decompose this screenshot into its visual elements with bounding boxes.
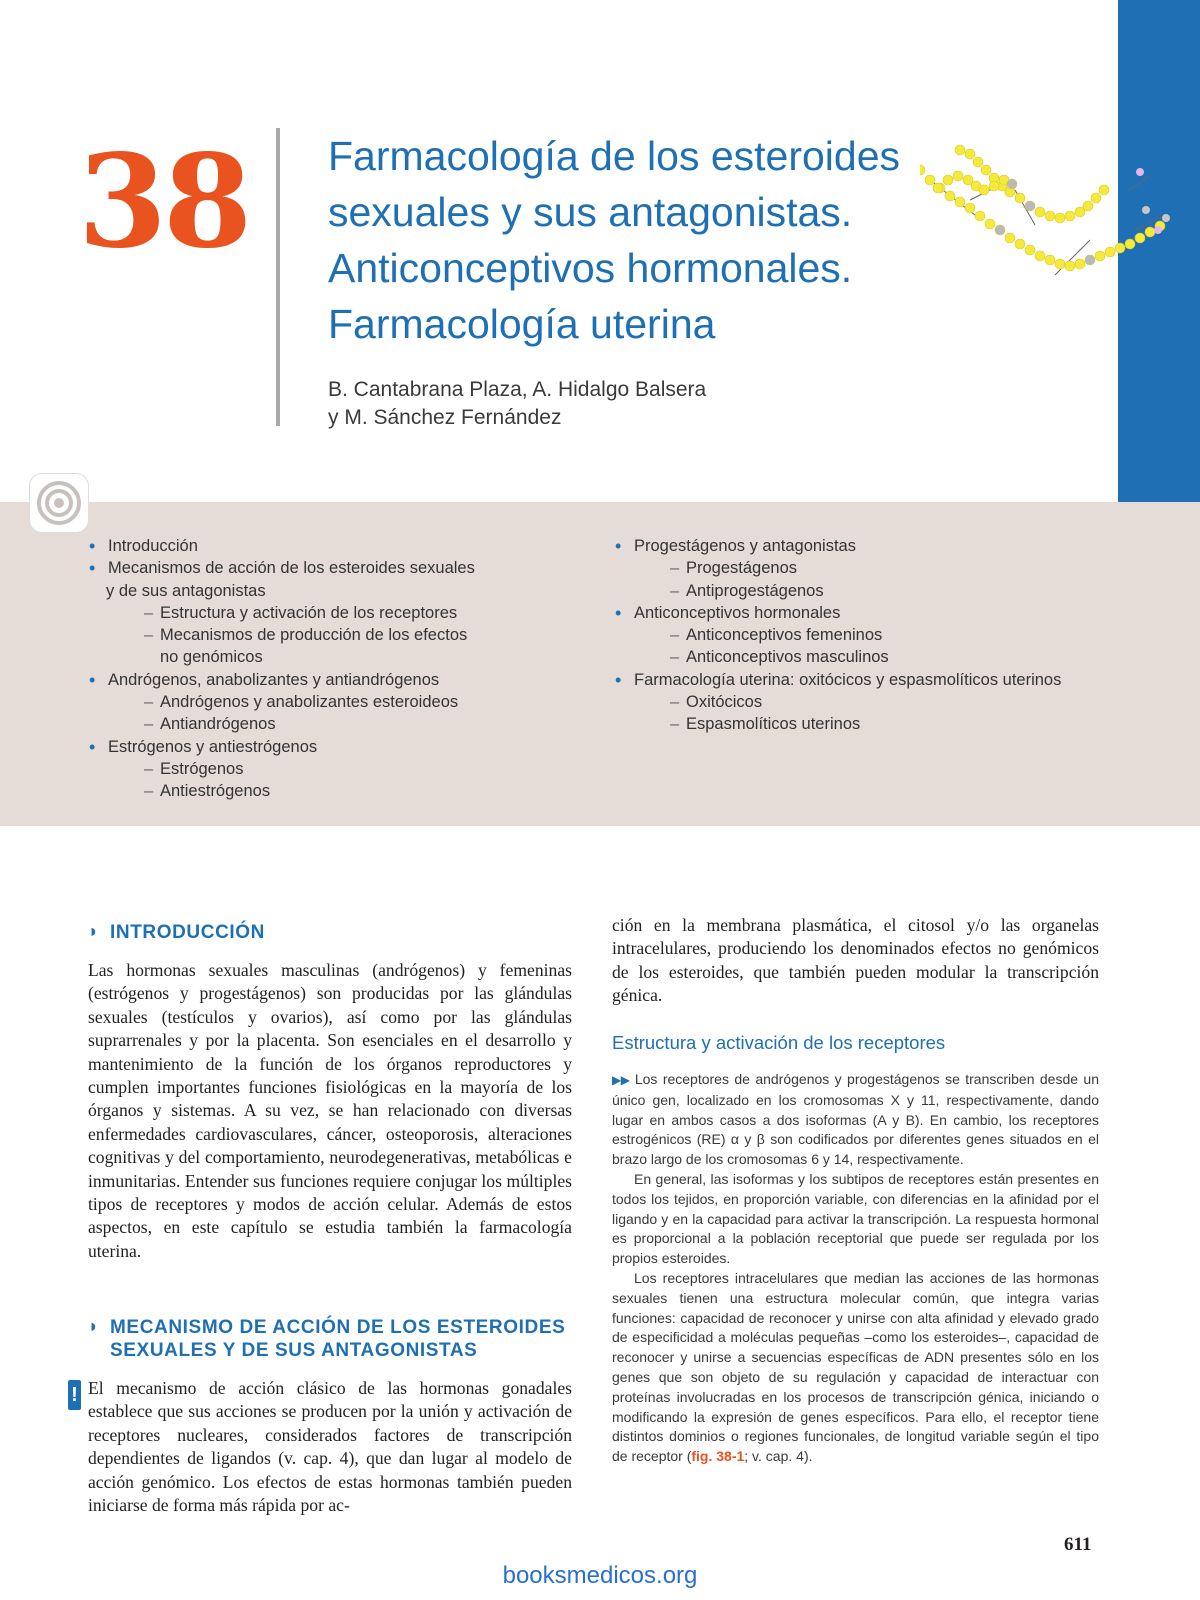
molecule-bead (955, 145, 965, 155)
molecule-bead (1065, 261, 1075, 271)
toc-item: • Farmacología uterina: oxitócicos y espasmolíticos uterinos (614, 669, 1114, 691)
molecule-bead (1115, 243, 1125, 253)
toc-item: y de sus antagonistas (106, 581, 266, 600)
double-arrow-icon: ▶▶ (612, 1073, 630, 1087)
toc-item: • Progestágenos y antagonistas (614, 535, 1114, 557)
receptors-paragraph: En general, las isoformas y los subtipos de receptores están presentes en todos los tejidos, en proporción variable, con diferencias en la afinidad por el ligando y en la capacidad para activar la transcripción. La respuesta hormonal es proporcional a la población receptorial que puede ser regulada por los propios esteroides. (612, 1170, 1099, 1267)
toc-item: – Antiprogestágenos (614, 580, 1114, 602)
molecule-bead (1045, 255, 1055, 265)
receptors-paragraph-text: ; v. cap. 4). (744, 1448, 813, 1465)
title-divider (276, 128, 280, 426)
molecule-bead (989, 181, 999, 191)
molecule-bead (1136, 168, 1144, 176)
molecule-bead (1095, 251, 1105, 261)
continuation-paragraph: ción en la membrana plasmática, el citosol y/o las organelas intracelulares, produciendo los denominados efectos no genómicos de los esteroides, que también pueden modular la transcripción génica. (612, 915, 1099, 1006)
molecule-bead (1105, 247, 1115, 257)
molecule-bead (1125, 239, 1135, 249)
toc-item: no genómicos (160, 648, 263, 667)
intro-heading: INTRODUCCIÓN (110, 922, 265, 943)
molecule-bead (933, 183, 943, 193)
molecule-bead (965, 203, 975, 213)
mechanism-heading-line: MECANISMO DE ACCIÓN DE LOS ESTEROIDES (110, 1317, 566, 1338)
receptors-subheading: Estructura y activación de los receptores (612, 1032, 946, 1053)
toc-item: • Introducción (88, 535, 528, 557)
figure-reference-link[interactable]: fig. 38-1 (691, 1448, 745, 1465)
molecule-bead (945, 191, 955, 201)
molecule-bead (1083, 201, 1093, 211)
toc-item: – Antiestrógenos (88, 780, 528, 802)
chapter-title (328, 128, 928, 352)
authors-line: y M. Sánchez Fernández (328, 406, 562, 429)
molecule-bead (1099, 185, 1109, 195)
molecule-bead (1055, 213, 1065, 223)
chapter-title-line: Farmacología de los esteroides (328, 133, 901, 179)
chapter-title-line: Anticonceptivos hormonales. (328, 245, 853, 291)
toc-item: – Progestágenos (614, 557, 1114, 579)
chapter-title-line: sexuales y sus antagonistas. (328, 189, 853, 235)
molecule-bead (981, 165, 991, 175)
molecule-bead (1025, 245, 1035, 255)
molecule-bead (955, 197, 965, 207)
toc-item: – Espasmolíticos uterinos (614, 713, 1114, 735)
molecule-bead (1145, 227, 1155, 237)
receptors-paragraph (612, 1070, 1099, 1170)
intro-paragraph: Las hormonas sexuales masculinas (andrógenos) y femeninas (estrógenos y progestágenos) son producidas por las glándulas sexuales (testículos y ovarios), así como por las glándulas suprarrenales y por la placenta. Son esenciales en el desarrollo y mantenimiento de la función de los órganos reproductores y cumplen importantes funciones fisiológicas en la mayoría de los órganos y sistemas. A su vez, se han relacionado con diversas enfermedades cardiovasculares, cáncer, osteoporosis, alteraciones cognitivas y del comportamiento, neurodegenerativas, metabólicas e inmunitarias. Entender sus funciones requiere conjugar los múltiples tipos de receptores y modos de acción celular. Además de estos aspectos, en este capítulo se estudia también la farmacología uterina. (88, 960, 572, 1261)
molecule-beads (920, 145, 1170, 271)
chapter-number: 38 (78, 127, 249, 277)
mechanism-heading-line: SEXUALES Y DE SUS ANTAGONISTAS (110, 1340, 478, 1361)
molecule-bead (1065, 211, 1075, 221)
toc-item: – Mecanismos de producción de los efectos (88, 624, 528, 646)
toc-item: • Estrógenos y antiestrógenos (88, 736, 528, 758)
section-marker-icon: ◗ (88, 921, 99, 941)
mechanism-heading (110, 1316, 565, 1362)
toc-item: • Andrógenos, anabolizantes y antiandrógenos (88, 669, 528, 691)
target-icon (30, 474, 88, 532)
molecule-bead (1154, 226, 1162, 234)
molecule-bead (1025, 201, 1035, 211)
molecule-bead (943, 175, 953, 185)
authors-line: B. Cantabrana Plaza, A. Hidalgo Balsera (328, 378, 707, 401)
toc-item: • Mecanismos de acción de los esteroides sexuales (88, 557, 528, 579)
toc-left-column (88, 535, 528, 803)
toc-list (614, 535, 1114, 736)
molecule-bead (965, 149, 975, 159)
molecule-bead (1075, 259, 1085, 269)
receptors-text (612, 1070, 1099, 1467)
molecule-illustration (920, 140, 1180, 290)
toc-item: • Anticonceptivos hormonales (614, 602, 1114, 624)
chapter-title-line: Farmacología uterina (328, 301, 716, 347)
molecule-bead (953, 171, 963, 181)
molecule-bead (925, 175, 935, 185)
molecule-bead (985, 219, 995, 229)
molecule-bead (1035, 207, 1045, 217)
molecule-bead (1055, 259, 1065, 269)
molecule-bead (995, 225, 1005, 235)
section-marker-icon: ◗ (88, 1316, 99, 1336)
molecule-bead (1015, 239, 1025, 249)
molecule-bead (1035, 251, 1045, 261)
molecule-bead (1162, 214, 1170, 222)
receptors-paragraph-text: Los receptores intracelulares que median las acciones de las hormonas sexuales tienen una estructura molecular común, que integra varias funciones: capacidad de reconocer y unirse con alta afinidad y elevado grado de especificidad a moléculas pequeñas –como los esteroides–, capacidad de reconocer y unirse a secuencias específicas de ADN presentes sólo en los genes que son objeto de su regulación y capacidad de interactuar con proteínas involucradas en los procesos de transcripción génica, iniciando o modificando la expresión de genes específicos. Para ello, el receptor tiene distintos dominios o regiones funcionales, de longitud variable según el tipo de receptor ( (612, 1269, 1099, 1465)
molecule-bead (1142, 206, 1150, 214)
toc-item: – Anticonceptivos femeninos (614, 624, 1114, 646)
receptors-paragraph-text: Los receptores de andrógenos y progestágenos se transcriben desde un único gen, localizado en los cromosomas X y 11, respectivamente, dando lugar en ambos casos a dos isoformas (A y B). En cambio, los receptores estrogénicos (RE) α y β son codificados por diferentes genes situados en el brazo largo de los cromosomas 6 y 14, respectivamente. (612, 1071, 1099, 1168)
mechanism-paragraph: El mecanismo de acción clásico de las hormonas gonadales establece que sus acciones se producen por la unión y activación de receptores nucleares, considerados factores de transcripción dependientes de ligandos (v. cap. 4), que dan lugar al modelo de acción genómico. Los efectos de estas hormonas también pueden iniciarse de forma más rápida por ac- (88, 1378, 572, 1516)
molecule-bead (1045, 211, 1055, 221)
receptors-paragraph (612, 1269, 1099, 1467)
molecule-bead (973, 157, 983, 167)
toc-item: – Andrógenos y anabolizantes esteroideos (88, 691, 528, 713)
molecule-bead (979, 185, 989, 195)
molecule-bead (1091, 193, 1101, 203)
molecule-bead (920, 165, 925, 175)
toc-item: – Anticonceptivos masculinos (614, 646, 1114, 668)
toc-item: – Estrógenos (88, 758, 528, 780)
molecule-bead (1005, 233, 1015, 243)
molecule-bead (1007, 179, 1017, 189)
toc-right-column (614, 535, 1114, 736)
molecule-bead (1085, 255, 1095, 265)
toc-list (88, 535, 528, 803)
toc-item: – Antiandrógenos (88, 713, 528, 735)
molecule-bead (975, 211, 985, 221)
page-number: 611 (1064, 1534, 1092, 1555)
molecule-bead (1015, 193, 1025, 203)
molecule-bead (1135, 233, 1145, 243)
authors (328, 376, 706, 432)
toc-item: – Oxitócicos (614, 691, 1114, 713)
toc-item: – Estructura y activación de los receptores (88, 602, 528, 624)
alert-icon: ! (68, 1380, 81, 1410)
footer-url[interactable]: booksmedicos.org (502, 1562, 698, 1589)
